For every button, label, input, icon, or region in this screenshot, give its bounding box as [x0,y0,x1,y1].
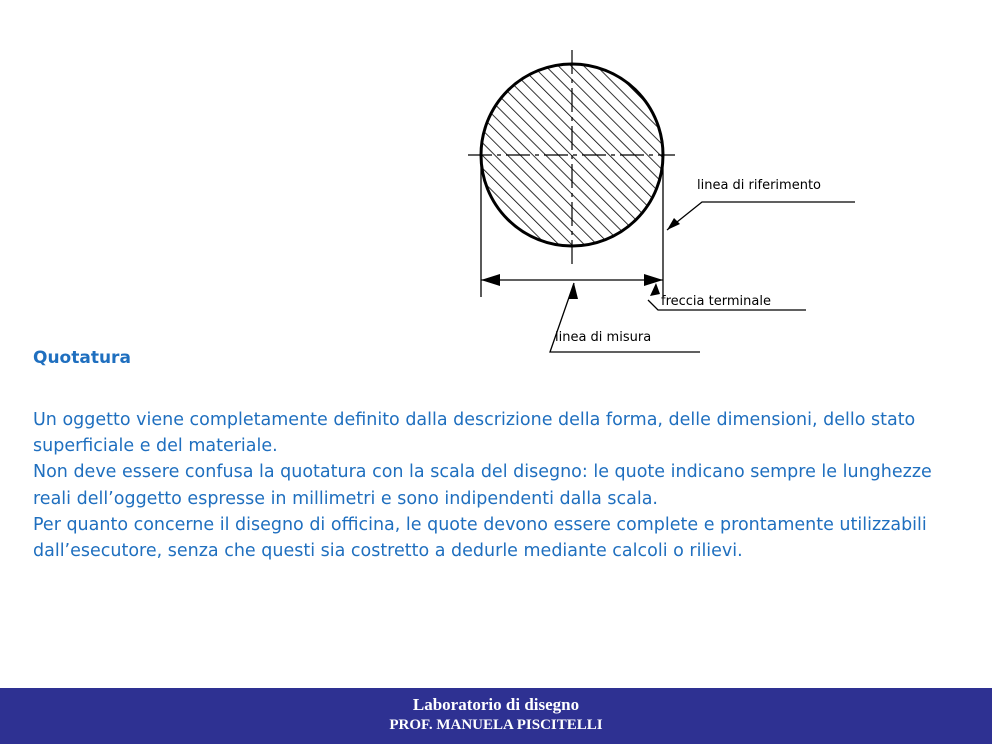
arrow-left [481,274,500,286]
paragraph-definition: Un oggetto viene completamente definito dalla descrizione della forma, delle dimensioni, dello stato superficiale e del materiale. [33,410,916,457]
body-text [33,407,933,564]
footer-professor: PROF. MANUELA PISCITELLI [389,717,603,733]
leader-reference-arrowhead [667,218,680,230]
leader-reference [667,202,855,230]
dimensioning-drawing [430,40,870,370]
dimensioning-diagram [430,40,870,370]
paragraph-scale: Non deve essere confusa la quotatura con la scala del disegno: le quote indicano sempre le lunghezze reali dell’oggetto espresse in millimetri e sono indipendenti dalla scala. [33,462,932,509]
paragraph-workshop: Per quanto concerne il disegno di officina, le quote devono essere complete e prontamente utilizzabili dall’esecutore, senza che questi sia costretto a dedurle mediante calcoli o rilievi. [33,514,927,562]
label-measure-line: linea di misura [555,330,652,345]
label-terminal-arrow: freccia terminale [661,294,771,309]
label-reference-line: linea di riferimento [697,178,821,193]
footer-bar [0,688,992,744]
arrow-right [644,274,663,286]
section-title: Quotatura [33,348,131,368]
leader-arrow-arrowhead [650,283,660,296]
footer-course: Laboratorio di disegno [412,695,580,714]
